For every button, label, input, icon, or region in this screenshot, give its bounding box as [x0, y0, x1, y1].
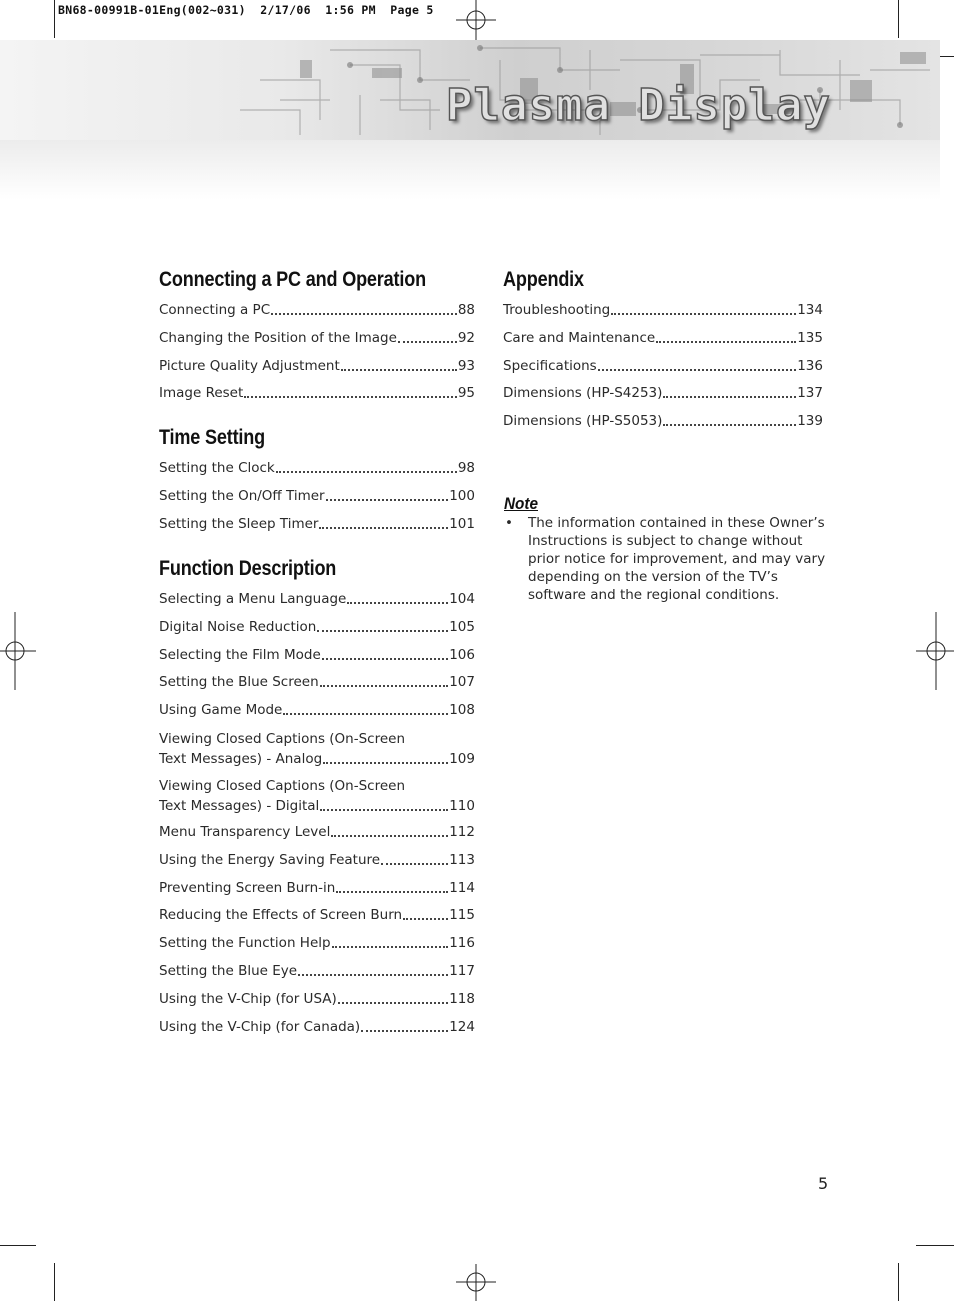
leader-dots [663, 424, 796, 426]
toc-entry-page: 116 [449, 935, 475, 952]
leader-dots [611, 313, 796, 315]
registration-mark-icon [0, 612, 36, 690]
leader-dots [347, 602, 448, 604]
toc-entry-page: 108 [449, 702, 475, 719]
toc-entry-page: 136 [797, 357, 823, 374]
toc-entry-label: Troubleshooting [503, 302, 611, 318]
toc-entry-page: 101 [449, 515, 475, 532]
toc-entry-label: Setting the Sleep Timer [159, 515, 319, 532]
leader-dots [381, 863, 448, 865]
toc-entry[interactable] [159, 673, 475, 691]
leader-dots [361, 1030, 448, 1032]
toc-entry[interactable] [503, 412, 823, 430]
toc-entry-label: Setting the Clock [159, 460, 275, 477]
toc-entry-page: 88 [457, 302, 475, 318]
leader-dots [320, 685, 449, 687]
leader-dots [244, 396, 457, 398]
toc-entry-label: Reducing the Effects of Screen Burn [159, 907, 403, 924]
toc-entry-page: 112 [449, 823, 475, 840]
toc-entry-label: Care and Maintenance [503, 329, 656, 346]
toc-entry-page: 113 [449, 851, 475, 868]
toc-entry-label: Connecting a PC [159, 302, 271, 318]
leader-dots [338, 1002, 448, 1004]
toc-section [159, 426, 475, 533]
leader-dots [283, 713, 448, 715]
leader-dots [341, 369, 457, 371]
toc-entry-label: Preventing Screen Burn-in [159, 879, 336, 896]
toc-entry[interactable] [159, 851, 475, 869]
toc-entry-label: Dimensions (HP-S5053) [503, 413, 663, 430]
banner-fade [0, 140, 940, 200]
toc-entry-label: Using the Energy Saving Feature [159, 851, 381, 868]
toc-section [159, 268, 475, 402]
toc-entry-page: 124 [449, 1018, 475, 1035]
leader-dots [298, 974, 448, 976]
toc-entry-page: 104 [449, 590, 475, 607]
header-banner [0, 40, 940, 140]
toc-entry[interactable] [159, 879, 475, 897]
toc-entry-label-line1: Viewing Closed Captions (On-Screen [159, 730, 406, 747]
toc-entry-page: 110 [449, 797, 475, 814]
leader-dots [319, 527, 448, 529]
toc-section [159, 557, 475, 1036]
toc-entry[interactable] [159, 459, 475, 477]
toc-entry[interactable] [159, 515, 475, 533]
bullet-icon: • [505, 515, 513, 531]
toc-entry[interactable] [503, 357, 823, 375]
crop-mark [54, 0, 55, 38]
toc-entry-label: Setting the Blue Screen [159, 674, 319, 691]
toc-entry-label: Selecting a Menu Language [159, 590, 347, 607]
toc-entry-label: Using the V-Chip (for Canada) [159, 1018, 361, 1035]
toc-entry[interactable] [159, 776, 475, 816]
toc-entry-label: Image Reset [159, 385, 244, 402]
toc-entry[interactable] [159, 729, 475, 769]
toc-entry-page: 118 [449, 990, 475, 1007]
leader-dots [271, 313, 457, 315]
toc-entry-label: Digital Noise Reduction [159, 618, 317, 635]
toc-entry[interactable] [503, 384, 823, 402]
toc-entry-label: Menu Transparency Level [159, 823, 331, 840]
toc-entry-label: Using Game Mode [159, 702, 283, 719]
toc-entry[interactable] [159, 823, 475, 841]
toc-entry[interactable] [159, 646, 475, 664]
section-title: Connecting a PC and Operation [159, 268, 426, 291]
toc-entry-page: 137 [797, 385, 823, 402]
registration-mark-icon [916, 612, 954, 690]
toc-entry-label: Text Messages) - Analog [159, 750, 323, 767]
toc-entry-label: Setting the Blue Eye [159, 962, 298, 979]
leader-dots [322, 658, 448, 660]
toc-entry-label: Changing the Position of the Image [159, 329, 397, 346]
toc-entry-label: Specifications [503, 357, 597, 374]
crop-mark [916, 1245, 954, 1246]
leader-dots [317, 630, 448, 632]
note-box [504, 494, 834, 604]
toc-entry-label: Dimensions (HP-S4253) [503, 385, 663, 402]
toc-entry-page: 115 [449, 907, 475, 924]
toc-entry-page: 95 [457, 385, 475, 402]
toc-entry[interactable] [159, 701, 475, 719]
leader-dots [336, 891, 448, 893]
toc-entry[interactable] [159, 962, 475, 980]
toc-entry-page: 134 [797, 302, 823, 318]
toc-entry[interactable] [159, 357, 475, 375]
toc-entry-page: 139 [797, 413, 823, 430]
crop-mark [0, 1245, 36, 1246]
toc-entry-label: Using the V-Chip (for USA) [159, 990, 337, 1007]
toc-entry[interactable] [159, 934, 475, 952]
leader-dots [403, 918, 448, 920]
section-title: Function Description [159, 556, 337, 580]
toc-entry[interactable] [503, 301, 823, 319]
toc-entry[interactable] [159, 329, 475, 347]
crop-mark [54, 1263, 55, 1301]
registration-mark-icon [456, 1264, 496, 1304]
toc-entry[interactable] [159, 990, 475, 1008]
toc-entry-page: 106 [449, 646, 475, 663]
toc-entry[interactable] [159, 1018, 475, 1036]
toc-entry[interactable] [503, 329, 823, 347]
toc-entry-label: Text Messages) - Digital [159, 797, 320, 814]
toc-entry-page: 117 [449, 962, 475, 979]
toc-entry-page: 93 [457, 357, 475, 374]
section-title: Appendix [503, 268, 584, 291]
page-number: 5 [818, 1174, 829, 1193]
section-title: Time Setting [159, 426, 265, 450]
leader-dots [326, 499, 449, 501]
toc-entry-page: 135 [797, 329, 823, 346]
leader-dots [276, 471, 457, 473]
toc-entry[interactable] [159, 384, 475, 402]
toc-entry-page: 100 [449, 488, 475, 505]
leader-dots [331, 835, 448, 837]
banner-title: Plasma Display [446, 80, 831, 131]
toc-entry[interactable] [159, 618, 475, 636]
note-body [504, 514, 834, 604]
print-slug: BN68-00991B-01Eng(002~031) 2/17/06 1:56 PM Page 5 [58, 3, 434, 17]
toc-right-column [503, 268, 823, 454]
leader-dots [663, 396, 796, 398]
toc-section [503, 268, 823, 430]
toc-entry[interactable] [159, 906, 475, 924]
toc-entry-page: 92 [457, 329, 475, 346]
registration-mark-icon [456, 0, 496, 40]
toc-left-column [159, 268, 475, 1060]
toc-entry-label: Setting the On/Off Timer [159, 488, 325, 505]
toc-entry[interactable] [159, 590, 475, 608]
note-text: The information contained in these Owner’s Instructions is subject to change without prior notice for improvement, and may vary depending on the version of the TV’s software and the regional conditions. [528, 515, 826, 603]
toc-entry-page: 109 [449, 750, 475, 767]
crop-mark [898, 0, 899, 38]
toc-entry-label: Selecting the Film Mode [159, 646, 321, 663]
note-title: Note [504, 494, 539, 513]
crop-mark [898, 1263, 899, 1301]
leader-dots [323, 762, 448, 764]
toc-entry-page: 98 [457, 460, 475, 477]
leader-dots [320, 809, 448, 811]
toc-entry-page: 105 [449, 618, 475, 635]
leader-dots [656, 341, 796, 343]
leader-dots [398, 341, 457, 343]
toc-entry[interactable] [159, 301, 475, 319]
toc-entry-label: Setting the Function Help [159, 935, 331, 952]
toc-entry-label: Picture Quality Adjustment [159, 357, 340, 374]
leader-dots [598, 369, 797, 371]
leader-dots [332, 946, 449, 948]
toc-entry-page: 107 [449, 674, 475, 691]
toc-entry-page: 114 [449, 879, 475, 896]
toc-entry-label-line1: Viewing Closed Captions (On-Screen [159, 777, 406, 794]
toc-entry[interactable] [159, 487, 475, 505]
